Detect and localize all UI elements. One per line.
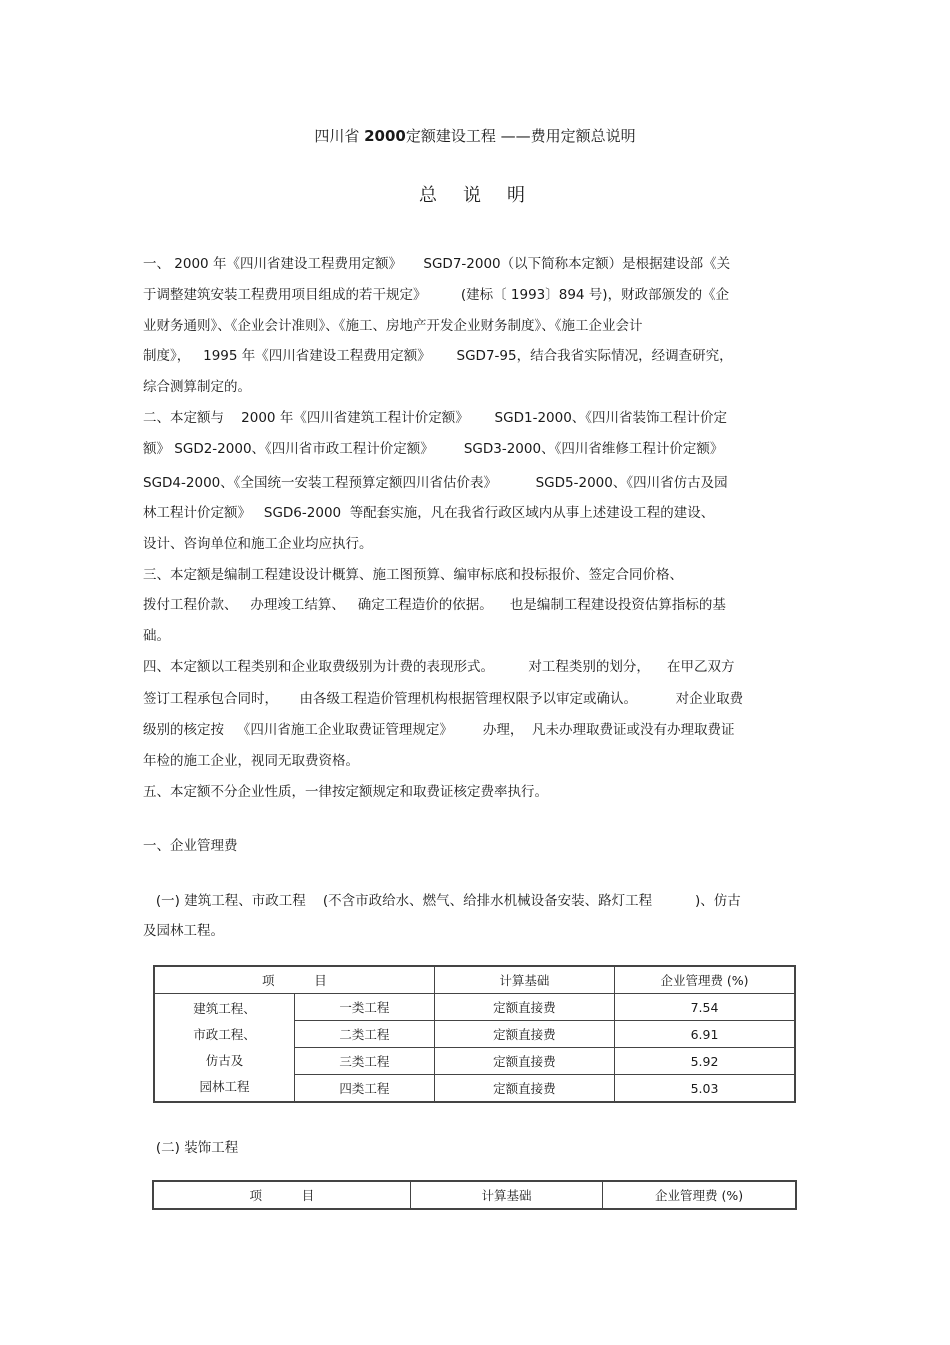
title-year: 2000 — [364, 127, 406, 145]
table-header-row — [153, 1181, 796, 1209]
body-line: 制度》， 1995 年《四川省建设工程费用定额》 SGD7-95，结合我省实际情况，经调查研究， — [143, 348, 733, 364]
body-line: SGD4-2000、《全国统一安装工程预算定额四川省估价表》 SGD5-2000、《四川省仿古及园 — [143, 475, 728, 491]
body-line: 于调整建筑安装工程费用项目组成的若干规定》 (建标〔 1993〕894 号)，财政部颁发的《企 — [143, 287, 730, 303]
body-line: 林工程计价定额》 SGD6-2000 等配套实施，凡在我省行政区域内从事上述建设工程的建设、 — [143, 505, 715, 521]
table-header-cell: 计算基础 — [434, 966, 614, 994]
rate-cell: 5.03 — [615, 1075, 795, 1103]
section-heading-management-fee: 一、企业管理费 — [143, 838, 238, 854]
body-line: 四、本定额以工程类别和企业取费级别为计费的表现形式。 对工程类别的划分， 在甲乙双方 — [143, 659, 735, 675]
table-header-cell: 项 目 — [153, 1181, 410, 1209]
body-line: 及园林工程。 — [143, 923, 224, 939]
body-line: 一、 2000 年《四川省建设工程费用定额》 SGD7-2000（以下简称本定额）是根据建设部《关 — [143, 256, 731, 272]
basis-cell: 定额直接费 — [434, 1075, 614, 1103]
body-line: 二、本定额与 2000 年《四川省建筑工程计价定额》 SGD1-2000、《四川省装饰工程计价定 — [143, 410, 728, 426]
category-cell: 四类工程 — [295, 1075, 435, 1103]
page-title — [0, 126, 950, 146]
body-line: 签订工程承包合同时， 由各级工程造价管理机构根据管理权限予以审定或确认。 对企业取费 — [143, 691, 744, 707]
table-header-cell: 企业管理费 (%) — [615, 966, 795, 994]
section-heading: 总说明 — [419, 185, 551, 206]
title-suffix: 定额建设工程 ——费用定额总说明 — [405, 127, 636, 145]
body-line: 业财务通则》、《企业会计准则》、《施工、房地产开发企业财务制度》、《施工企业会计 — [143, 318, 643, 334]
body-line: 年检的施工企业，视同无取费资格。 — [143, 753, 359, 769]
subsection-heading: (一) 建筑工程、市政工程 (不含市政给水、燃气、给排水机械设备安装、路灯工程 )、仿古 — [143, 893, 741, 909]
project-group-cell — [154, 994, 295, 1103]
rate-cell: 5.92 — [615, 1048, 795, 1075]
group-label: 仿古及 — [205, 1052, 244, 1068]
basis-cell: 定额直接费 — [434, 1021, 614, 1048]
table-header-cell: 项 目 — [154, 966, 434, 994]
body-line: 拨付工程价款、 办理竣工结算、 确定工程造价的依据。 也是编制工程建设投资估算指标的基 — [143, 597, 726, 613]
category-cell: 三类工程 — [295, 1048, 435, 1075]
subsection-heading: (二) 装饰工程 — [143, 1140, 239, 1156]
management-fee-table-construction — [153, 965, 796, 1103]
table-header-cell: 企业管理费 (%) — [603, 1181, 796, 1209]
group-label: 市政工程、 — [193, 1026, 256, 1042]
rate-cell: 7.54 — [615, 994, 795, 1021]
body-line: 三、本定额是编制工程建设设计概算、施工图预算、编审标底和投标报价、签定合同价格、 — [143, 567, 683, 583]
title-prefix: 四川省 — [314, 127, 365, 145]
body-line: 综合测算制定的。 — [143, 379, 251, 395]
table-row — [154, 994, 795, 1021]
category-cell: 一类工程 — [295, 994, 435, 1021]
table-header-cell: 计算基础 — [410, 1181, 602, 1209]
table-header-row — [154, 966, 795, 994]
rate-cell: 6.91 — [615, 1021, 795, 1048]
group-label: 园林工程 — [199, 1078, 250, 1094]
group-label: 建筑工程、 — [193, 1000, 256, 1016]
basis-cell: 定额直接费 — [434, 1048, 614, 1075]
basis-cell: 定额直接费 — [434, 994, 614, 1021]
body-line: 础。 — [143, 628, 170, 644]
body-line: 额》 SGD2-2000、《四川省市政工程计价定额》 SGD3-2000、《四川省维修工程计价定额》 — [143, 441, 724, 457]
body-line: 级别的核定按 《四川省施工企业取费证管理规定》 办理， 凡未办理取费证或没有办理取费证 — [143, 722, 735, 738]
management-fee-table-decoration — [152, 1180, 797, 1210]
category-cell: 二类工程 — [295, 1021, 435, 1048]
body-line: 设计、咨询单位和施工企业均应执行。 — [143, 536, 373, 552]
body-line: 五、本定额不分企业性质，一律按定额规定和取费证核定费率执行。 — [143, 784, 548, 800]
